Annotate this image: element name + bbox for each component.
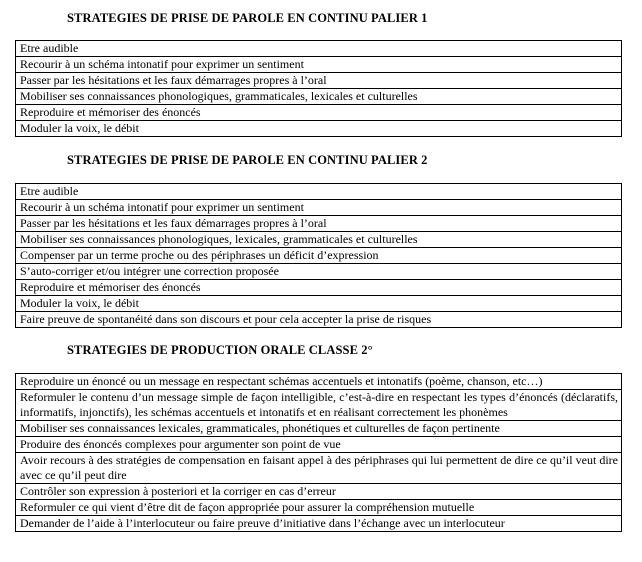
table-row: Passer par les hésitations et les faux démarrages propres à l’oral [16, 73, 621, 89]
table-row: Moduler la voix, le débit [16, 296, 621, 312]
section-title-palier-2: STRATEGIES DE PRISE DE PAROLE EN CONTINU PALIER 2 [67, 153, 428, 167]
table-row: Produire des énoncés complexes pour argumenter son point de vue [16, 437, 621, 453]
table-row: Contrôler son expression à posteriori et la corriger en cas d’erreur [16, 484, 621, 500]
table-row: Recourir à un schéma intonatif pour exprimer un sentiment [16, 57, 621, 73]
table-row: Faire preuve de spontanéité dans son discours et pour cela accepter la prise de risques [20, 312, 432, 326]
table-row: S’auto-corriger et/ou intégrer une correction proposée [16, 264, 621, 280]
strategies-table-classe-2 [15, 373, 622, 532]
table-row: Reproduire un énoncé ou un message en respectant schémas accentuels et intonatifs (poème, chanson, etc…) [16, 374, 621, 390]
table-row: Reproduire et mémoriser des énoncés [16, 105, 621, 121]
section-title-classe-2: STRATEGIES DE PRODUCTION ORALE CLASSE 2° [67, 343, 373, 357]
table-row: Reproduire et mémoriser des énoncés [16, 280, 621, 296]
table-row: Reformuler ce qui vient d’être dit de façon appropriée pour assurer la compréhension mutuelle [16, 500, 621, 516]
table-row: Mobiliser ses connaissances phonologiques, grammaticales, lexicales et culturelles [16, 89, 621, 105]
strategies-table-palier-2 [15, 183, 622, 328]
table-row: Avoir recours à des stratégies de compensation en faisant appel à des périphrases qui lui permettent de dire ce qu’il veut dire avec ce qu’il peut dire [16, 453, 621, 484]
table-row: Passer par les hésitations et les faux démarrages propres à l’oral [16, 216, 621, 232]
table-row: Mobiliser ses connaissances lexicales, grammaticales, phonétiques et culturelles de façon pertinente [16, 421, 621, 437]
table-row: Reformuler le contenu d’un message simple de façon intelligible, c’est-à-dire en respectant les types d’énoncés (déclaratifs, informatifs, injonctifs), les schémas accentuels et intonatifs et en réalisant correctement les phonèmes [16, 390, 621, 421]
table-row: Compenser par un terme proche ou des périphrases un déficit d’expression [16, 248, 621, 264]
table-row: Demander de l’aide à l’interlocuteur ou faire preuve d’initiative dans l’échange avec un interlocuteur [20, 516, 505, 530]
table-row: Recourir à un schéma intonatif pour exprimer un sentiment [16, 200, 621, 216]
table-row: Mobiliser ses connaissances phonologiques, lexicales, grammaticales et culturelles [16, 232, 621, 248]
section-title-palier-1: STRATEGIES DE PRISE DE PAROLE EN CONTINU PALIER 1 [67, 11, 428, 25]
strategies-table-palier-1 [15, 40, 622, 137]
table-row: Etre audible [16, 184, 621, 200]
table-row: Etre audible [16, 41, 621, 57]
table-row: Moduler la voix, le débit [20, 121, 139, 135]
